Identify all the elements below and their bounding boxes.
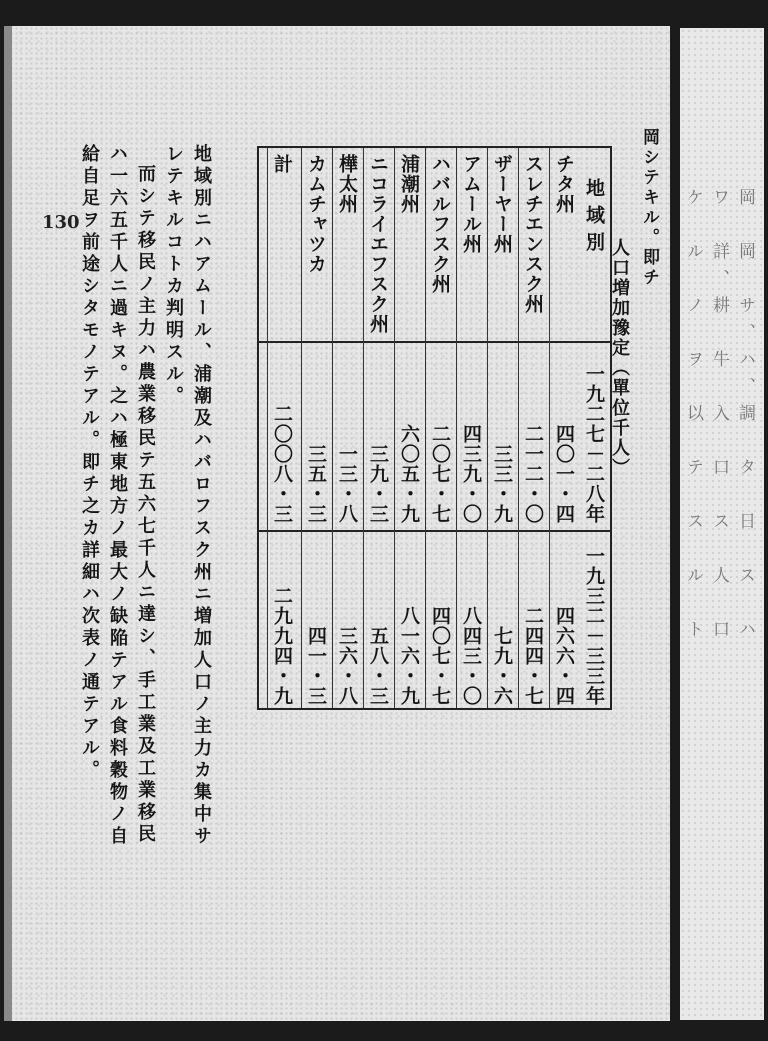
page-number: 130 xyxy=(42,212,80,233)
book-page xyxy=(4,26,670,1021)
facing-page-line: ケ ル ノ ヲ 以 テ ス ル ト xyxy=(683,188,703,647)
row-region: ニコライエフスク州 xyxy=(367,154,389,334)
table-row xyxy=(301,148,329,708)
row-value-2: 八一六・九 xyxy=(398,606,420,706)
page-edge-shadow xyxy=(4,26,12,1021)
row-value-1: 四三九・〇 xyxy=(460,424,482,524)
row-region: 樺太州 xyxy=(336,154,358,214)
population-table xyxy=(257,146,612,710)
table-total-row xyxy=(267,148,295,708)
body-line-5: 給自足ヲ前途シタモノテアル。即チ之カ詳細ハ次表ノ通テアル。 xyxy=(79,144,100,782)
row-value-2: 四〇七・七 xyxy=(429,606,451,706)
table-title: 人口増加豫定（單位千人） xyxy=(609,238,630,478)
facing-page-line: 岡 岡 サ、ハ、調 タ 日 ス ハ xyxy=(735,188,755,647)
row-region: 浦潮州 xyxy=(398,154,420,214)
body-line-1: 地域別ニハアムール、浦潮及ハバロフスク州ニ増加人口ノ主力カ集中サ xyxy=(191,144,212,848)
table-row xyxy=(518,148,546,708)
row-value-2: 二四四・七 xyxy=(522,606,544,706)
row-region: スレチエンスク州 xyxy=(522,154,544,314)
table-row xyxy=(425,148,453,708)
row-value-1: 六〇五・九 xyxy=(398,424,420,524)
table-row xyxy=(487,148,515,708)
header-period2: 一九三二－三三年 xyxy=(583,546,605,706)
body-line-2: レテキルコトカ判明スル。 xyxy=(163,144,184,408)
row-value-2: 四一・三 xyxy=(305,626,327,706)
row-value-2: 四六六・四 xyxy=(553,606,575,706)
row-value-1: 一三・八 xyxy=(336,444,358,524)
facing-page-line: ワ 詳、耕 牛 入 口 ス 人 口 xyxy=(709,188,729,647)
header-period1: 一九二七－二八年 xyxy=(583,364,605,524)
row-value-1: 三五・三 xyxy=(305,444,327,524)
table-header-column xyxy=(580,148,607,708)
row-value-1: 二〇七・七 xyxy=(429,424,451,524)
row-value-2: 三六・八 xyxy=(336,626,358,706)
row-value-1: 三三・九 xyxy=(491,444,513,524)
total-value-1: 二〇〇八・三 xyxy=(271,404,293,524)
row-value-1: 二一二・〇 xyxy=(522,424,544,524)
table-row xyxy=(549,148,577,708)
table-row xyxy=(456,148,484,708)
row-region: カムチャツカ xyxy=(305,154,327,274)
row-region: ザーヤー州 xyxy=(491,154,513,254)
row-region: チタ州 xyxy=(553,154,575,214)
row-region: アムール州 xyxy=(460,154,482,254)
table-row xyxy=(363,148,391,708)
facing-page-fragment xyxy=(680,28,764,1020)
table-row xyxy=(394,148,422,708)
header-region: 地域別 xyxy=(583,178,605,259)
body-line-4: ハ一六五千人ニ過キヌ。之ハ極東地方ノ最大ノ缺陥テアル食料穀物ノ自 xyxy=(107,144,128,848)
row-value-2: 七九・六 xyxy=(491,626,513,706)
lead-text: 岡シテキル。即チ xyxy=(639,128,659,288)
row-value-1: 四〇一・四 xyxy=(553,424,575,524)
total-label: 計 xyxy=(271,154,293,174)
row-value-1: 三九・三 xyxy=(367,444,389,524)
row-value-2: 五八・三 xyxy=(367,626,389,706)
row-region: ハバルフスク州 xyxy=(429,154,451,294)
table-row xyxy=(332,148,360,708)
total-value-2: 二九九四・九 xyxy=(271,586,293,706)
row-value-2: 八四三・〇 xyxy=(460,606,482,706)
body-line-3: 而シテ移民ノ主力ハ農業移民テ五六七千人ニ達シ、手工業及工業移民 xyxy=(135,164,156,846)
